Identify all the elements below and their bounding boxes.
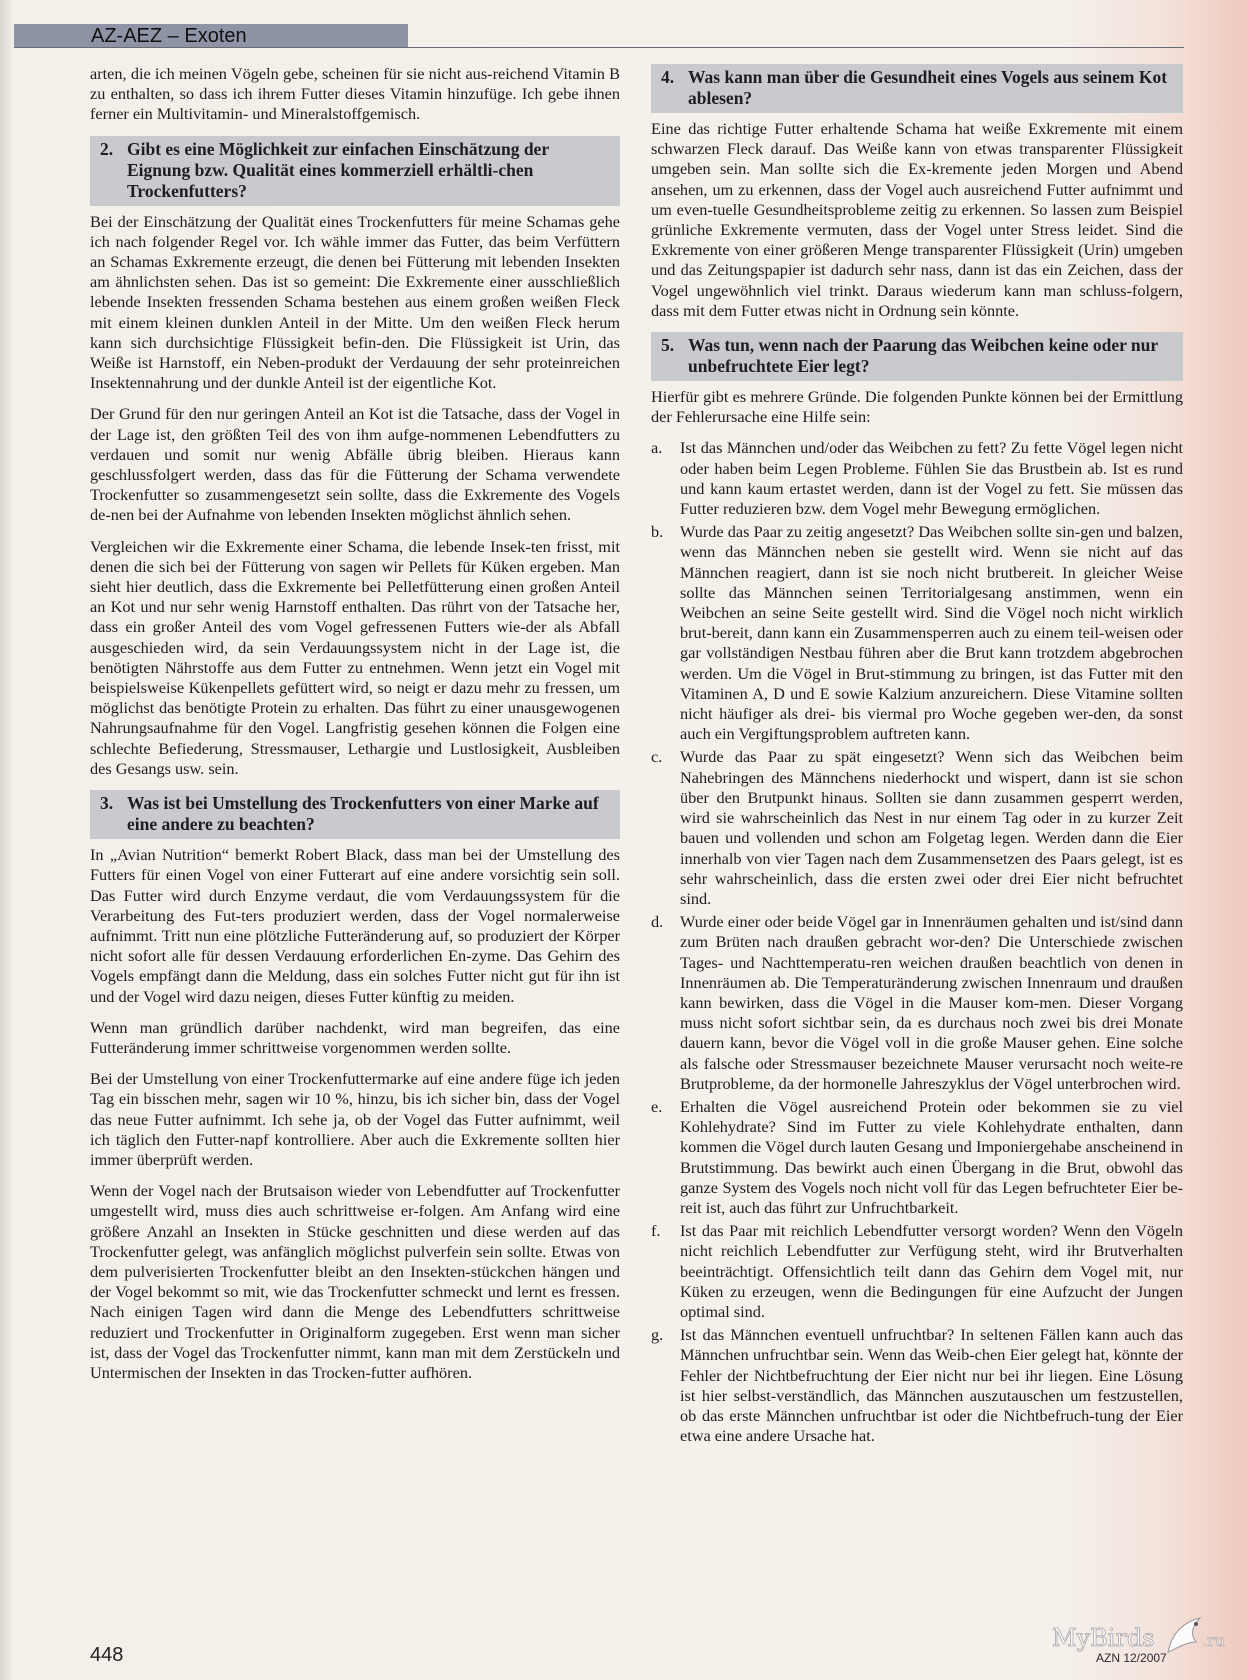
question-title: Gibt es eine Möglichkeit zur einfachen Einschätzung der Eignung bzw. Qualität eines kommerziell erhältli-chen Trockenfutters? [127, 138, 549, 201]
paragraph: Wenn man gründlich darüber nachdenkt, wird man begreifen, das eine Futteränderung immer schrittweise vorgenommen werden sollte. [90, 1017, 620, 1057]
header-rule [14, 47, 1184, 48]
list-item-text: Wurde einer oder beide Vögel gar in Innenräumen gehalten und ist/sind dann zum Brüten nach draußen gebracht wor-den? Die Unterschiede zwischen Tages- und Nachttemperatu-ren weichen draußen beachtlich von denen in Innenräumen ab. Die Temperaturänderung zwischen Innenraum und draußen kann bewirken, dass die Vögel in die Mauser kom-men. Dieser Vorgang muss nicht sofort sichtbar sein, da es durchaus noch zwei bis drei Monate dauern kann, bevor die Vögel voll in die große Mauser gehen. Eine solche als falsche oder Stressmauser bezeichnete Mauser verursacht noch weite-re Brutprobleme, da der hormonelle Jahreszyklus der Vögel unterbrochen wird. [680, 912, 1183, 1093]
question-2-heading [90, 136, 620, 206]
left-column [90, 64, 620, 1394]
list-marker: c. [651, 747, 663, 767]
question-title: Was ist bei Umstellung des Trockenfutters von einer Marke auf eine andere zu beachten? [127, 793, 599, 835]
paragraph: Wenn der Vogel nach der Brutsaison wieder von Lebendfutter auf Trockenfutter umgestellt wird, muss dies auch schrittweise er-folgen. Am Anfang wird eine größere Anzahl an Insekten in Stücke geschnitten und diese werden auf das Trockenfutter gelegt, was anfänglich möglichst pulverfein sein sollte. Etwas von dem pulverisierten Trockenfutter bleibt an den Insekten-stückchen hängen und der Vogel bekommt so mit, wie das Trockenfutter schmeckt und lernt es fressen. Nach einigen Tagen wird dann die Menge des Lebendfutters schrittweise reduziert und Trockenfutter in Originalform zugegeben. Erst wenn man sicher ist, dass der Vogel das Trockenfutter nimmt, kann man mit dem Zerstückeln und Untermischen der Insekten in das Trocken-futter aufhören. [90, 1181, 620, 1382]
list-marker: g. [651, 1325, 664, 1345]
question-number: 2. [100, 138, 114, 159]
list-item [651, 522, 1183, 744]
list-item [651, 747, 1183, 909]
list-marker: d. [651, 912, 664, 932]
paragraph: Bei der Einschätzung der Qualität eines Trockenfutters für meine Schamas gehe ich nach folgender Regel vor. Ich wähle immer das Futter, das beim Verfüttern an Schamas Exkremente erzeugt, die denen bei Fütterung mit lebenden Insekten am ähnlichsten sehen. Das ist so gemeint: Die Exkremente einer ausschließlich lebende Insekten fressenden Schama bestehen aus einem großen weißen Fleck mit einem kleinen dunklen Anteil in der Mitte. Um den weißen Fleck herum kann sich durchsichtige Flüssigkeit befin-den. Die Flüssigkeit ist Urin, das Weiße ist Harnstoff, ein Neben-produkt der Verdauung der sehr proteinreichen Insektennahrung und der dunkle Anteil ist der eigentliche Kot. [90, 211, 620, 393]
question-number: 3. [100, 793, 114, 814]
list-item [651, 438, 1183, 519]
page-number: 448 [90, 1644, 124, 1666]
list-item [651, 1097, 1183, 1218]
question-number: 4. [661, 67, 675, 87]
list-item-text: Ist das Männchen eventuell unfruchtbar? In seltenen Fällen kann auch das Männchen unfruchtbar sein. Wenn das Weib-chen Eier gelegt hat, könnte der Fehler der Nichtbefruchtung der Eier nicht nur bei ihr liegen. Eine Lösung ist hier selbst-verständlich, das Männchen auszutauschen um festzustellen, ob das erste Männchen unfruchtbar ist oder die Nichtbefruch-tung der Eier etwa eine andere Ursache hat. [680, 1325, 1183, 1446]
page-binding-edge [0, 0, 12, 1680]
svg-text:MyBirds: MyBirds [1052, 1624, 1155, 1652]
question-5-heading [651, 332, 1183, 381]
list-item-text: Ist das Männchen und/oder das Weibchen zu fett? Zu fette Vögel legen nicht oder haben beim Legen Probleme. Fühlen Sie das Brustbein ab. Ist es rund und kann kaum ertastet werden, dann ist der Vogel zu fett. Sie müssen das Futter reduzieren bzw. dem Vogel mehr Bewegung ermöglichen. [680, 438, 1183, 519]
section-header-label: AZ-AEZ – Exoten [91, 25, 247, 47]
paragraph: Vergleichen wir die Exkremente einer Schama, die lebende Insek-ten frisst, mit denen die sich bei der Fütterung von sagen wir Pellets für Küken ergeben. Man sieht hier deutlich, dass die Exkremente bei Pelletfütterung einen großen Anteil an Kot und nur sehr wenig Harnstoff enthalten. Das rührt von der Tatsache her, dass ein großer Anteil des vom Vogel gefressenen Futters wie-der als Abfall ausgeschieden wird, da sein Verdauungssystem nicht in der Lage ist, die benötigten Nährstoffe aus dem Futter zu entnehmen. Wenn jetzt ein Vogel mit beispielsweise Kükenpellets gefüttert wird, so neigt er dazu mehr zu fressen, um möglichst das benötigte Protein zu erhalten. Das führt zu einer unausgewogenen Nahrungsaufnahme für den Vogel. Langfristig gesehen können die Folgen eine schlechte Befiederung, Stressmauser, Lethargie und Lustlosigkeit, Ausbleiben des Gesangs usw. sein. [90, 536, 620, 778]
right-column [651, 64, 1183, 1449]
mybirds-watermark-logo [1050, 1612, 1240, 1668]
list-marker: b. [651, 522, 664, 542]
intro-paragraph: arten, die ich meinen Vögeln gebe, scheinen für sie nicht aus-reichend Vitamin B zu enthalten, so dass ich ihrem Futter dieses Vitamin hinzufüge. Ich gebe ihnen ferner ein Multivitamin- und Mineralstoffgemisch. [90, 64, 620, 124]
list-marker: a. [651, 438, 663, 458]
paragraph: Eine das richtige Futter erhaltende Schama hat weiße Exkremente mit einem schwarzen Fleck darauf. Das Weiße kann von etwas transparenter Flüssigkeit umgeben sein. Man sollte sich die Ex-kremente jeden Morgen und Abend ansehen, um zu erkennen, dass der Vogel auch ausreichend Futter aufnimmt und um even-tuelle Gesundheitsprobleme zeitig zu erkennen. So lassen zum Beispiel grünliche Exkremente vermuten, dass der Vogel unter Stress leidet. Sind die Exkremente von einer größeren Menge transparenter Flüssigkeit (Urin) umgeben und das Zeitungspapier ist dadurch sehr nass, dann ist das ein Zeichen, dass der Vogel ungewöhnlich viel trinkt. Daraus wiederum kann man schluss-folgern, dass mit dem Futter etwas nicht in Ordnung sein könnte. [651, 119, 1183, 320]
paragraph: Bei der Umstellung von einer Trockenfuttermarke auf eine andere füge ich jeden Tag ein bisschen mehr, sagen wir 10 %, hinzu, bis ich sicher bin, dass der Vogel das neue Futter aufnimmt. Ich sehe ja, ob der Vogel das Futter aufnimmt, weil ich täglich den Futter-napf kontrolliere. Aber auch die Exkremente sollten hier immer überprüft werden. [90, 1069, 620, 1169]
list-item [651, 1221, 1183, 1322]
list-item [651, 912, 1183, 1094]
svg-text:.ru: .ru [1202, 1631, 1226, 1650]
paragraph: Hierfür gibt es mehrere Gründe. Die folgenden Punkte können bei der Ermittlung der Fehlerursache eine Hilfe sein: [651, 387, 1183, 427]
list-marker: e. [651, 1096, 663, 1116]
question-3-heading [90, 790, 620, 839]
list-item [651, 1325, 1183, 1446]
list-item-text: Ist das Paar mit reichlich Lebendfutter versorgt worden? Wenn den Vögeln nicht reichlich Lebendfutter zur Verfügung steht, wird ihr Brutverhalten beeinträchtigt. Offensichtlich teilt dann das Gehirn dem Vogel mit, nur Küken zu erzeugen, wenn die Bedingungen für eine Aufzucht der Jungen optimal sind. [680, 1221, 1183, 1321]
paragraph: Der Grund für den nur geringen Anteil an Kot ist die Tatsache, dass der Vogel in der Lage ist, den größten Teil des von ihm aufge-nommenen Lebendfutters zu verdauen und somit nur wenig Abfälle übrig bleiben. Hieraus kann geschlussfolgert werden, dass das für die Fütterung der Schama verwendete Trockenfutter so zusammengesetzt sein sollte, dass die Exkremente des Vogels de-nen bei der Aufnahme von lebenden Insekten möglichst ähnlich sehen. [90, 404, 620, 525]
question-title: Was kann man über die Gesundheit eines Vogels aus seinem Kot ablesen? [688, 67, 1168, 108]
question-title: Was tun, wenn nach der Paarung das Weibchen keine oder nur unbefruchtete Eier legt? [688, 335, 1158, 377]
question-4-heading [651, 64, 1183, 113]
list-item-text: Wurde das Paar zu zeitig angesetzt? Das Weibchen sollte sin-gen und balzen, wenn das Männchen neben sie gestellt wird. Wenn sie nicht auf das Männchen reagiert, dann ist sie noch nicht brutbereit. In gleicher Weise sollte das Männchen seinen Territorialgesang anstimmen, wenn ein Weibchen an seine Seite gestellt wird. Sind die Vögel noch nicht wirklich brut-bereit, dann kann ein Zusammensperren auch zu einem teil-weisen oder gar vollständigen Nestbau führen aber die Brut kann trotzdem abgebrochen werden. Um die Vögel in Brut-stimmung zu bringen, ist das Futter mit den Vitaminen A, D und E sowie Kalzium anzureichern. Diese Vitamine sollten nicht häufiger als drei- bis viermal pro Woche gegeben wer-den, da sonst auch ein Vergiftungsproblem auftreten kann. [680, 522, 1183, 744]
question-number: 5. [661, 335, 675, 356]
footer-source: AZN 12/2007 [1096, 1651, 1167, 1665]
paragraph: In „Avian Nutrition“ bemerkt Robert Black, dass man bei der Umstellung des Futters für einen Vogel von einer Futterart auf eine andere vorsichtig sein soll. Das Futter wird durch Enzyme verdaut, die vom Verdauungssystem für die Verarbeitung des Fut-ters produziert werden, dass der Vogel normalerweise aufnimmt. Tritt nun eine plötzliche Futteränderung auf, so produziert der Körper nicht sofort alle für dessen Verdauung erforderlichen En-zyme. Das Gehirn des Vogels empfängt dann die Meldung, dass ein solches Futter nicht gut für ihn ist und der Vogel wird dazu neigen, dieses Futter künftig zu meiden. [90, 845, 620, 1006]
list-item-text: Wurde das Paar zu spät eingesetzt? Wenn sich das Weibchen beim Nahebringen des Männchens niederhockt und wispert, dann ist sie schon über den Brutpunkt hinaus. Sollten sie dann zusammen gesperrt werden, wird sie wahrscheinlich das Nest in nur einem Tag oder in zu kurzer Zeit bauen und vollenden und schon am Folgetag legen. Werden dann die Eier innerhalb von vier Tagen nach dem Zusammensetzen des Paars gelegt, ist es sehr wahrscheinlich, dass die ersten zwei oder drei Eier nicht befruchtet sind. [680, 747, 1183, 908]
list-marker: f. [651, 1221, 661, 1241]
list-item-text: Erhalten die Vögel ausreichend Protein oder bekommen sie zu viel Kohlehydrate? Sind im Futter zu viele Kohlehydrate enthalten, dann kommen die Vögel durch lauten Gesang und Imponiergehabe anscheinend in Brutstimmung. Das bewirkt auch einen Übergang in die Brut, obwohl das ganze System des Vogels noch nicht voll für das Legen befruchteter Eier be-reit ist, auch das führt zur Unfruchtbarkeit. [680, 1096, 1183, 1217]
